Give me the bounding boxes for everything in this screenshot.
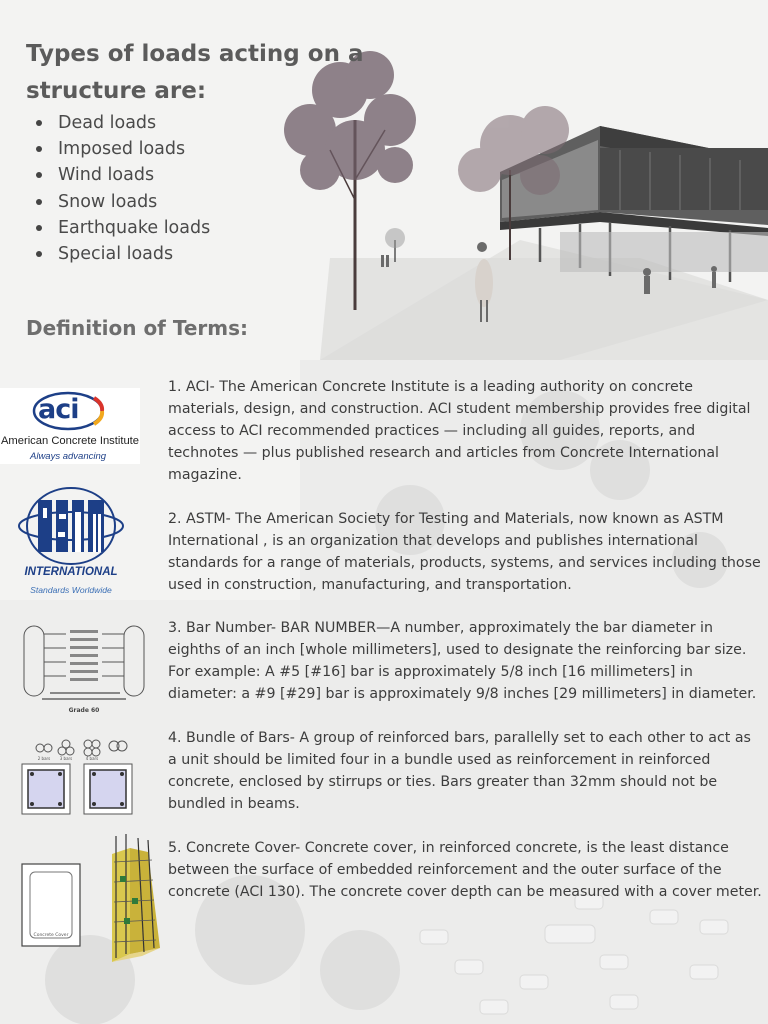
astm-tagline: Standards Worldwide [30, 585, 112, 595]
term-aci: 1. ACI- The American Concrete Institute is a leading authority on concrete materials, design, and construction. ACI student membership provides free digital access to ACI recommended practices — including all guides, reports, and technotes — plus published research and articles from Concrete International magazine. [168, 379, 751, 483]
bundle-label: 2 bars [37, 756, 51, 761]
term-astm: 2. ASTM- The American Society for Testing and Materials, now known as ASTM International , is an organization that develops and publishes international standards for a range of materials, products, systems, and services including those used in construction, manufacturing, and transportation. [168, 511, 761, 593]
astm-international: INTERNATIONAL [24, 566, 118, 578]
bundle-label: 3 bars [59, 756, 73, 761]
list-item: Dead loads [26, 110, 210, 136]
aci-wordmark: aci [38, 394, 79, 425]
list-item: Earthquake loads [26, 215, 210, 241]
definitions-title: Definition of Terms: [26, 316, 249, 340]
term-concrete-cover: 5. Concrete Cover- Concrete cover, in reinforced concrete, is the least distance between the surface of embedded reinforcement and the outer surface of the concrete (ACI 130). The concrete cover depth can be measured with a cover meter. [168, 840, 762, 900]
list-item: Special loads [26, 241, 210, 267]
aci-tagline: Always advancing [30, 451, 107, 462]
list-item: Snow loads [26, 189, 210, 215]
aci-org-name: American Concrete Institute [0, 435, 140, 447]
astm-globe-icon [18, 484, 124, 568]
term-bundle-of-bars: 4. Bundle of Bars- A group of reinforced bars, parallelly set to each other to act as a unit should be limited four in a bundle used as reinforcement in reinforced concrete, enclosed by stirrups or ties. Bars greater than 32mm should not be bundled in beams. [168, 730, 751, 812]
cover-label: Concrete Cover [33, 933, 69, 938]
loads-title: Types of loads acting on a structure are: [26, 41, 364, 104]
list-item: Imposed loads [26, 136, 210, 162]
bar-grade-label: Grade 60 [68, 707, 100, 714]
concrete-cover-diagram [20, 832, 170, 972]
loads-list [26, 110, 210, 267]
list-item: Wind loads [26, 162, 210, 188]
term-bar-number: 3. Bar Number- BAR NUMBER—A number, approximately the bar diameter in eighths of an inch [whole millimeters], used to designate the reinforcing bar size. For example: A #5 [#16] bar is approximately 5/8 inch [16 millimeters] in diameter: a #9 [#29] bar is approximately 9/8 inches [29 millimeters] in diameter. [168, 620, 757, 702]
bar-grade-diagram [20, 622, 148, 718]
astm-logo [18, 484, 124, 602]
bundle-bars-diagram [18, 734, 148, 824]
bundle-label: 4 bars [85, 756, 99, 761]
aci-logo [0, 388, 140, 464]
